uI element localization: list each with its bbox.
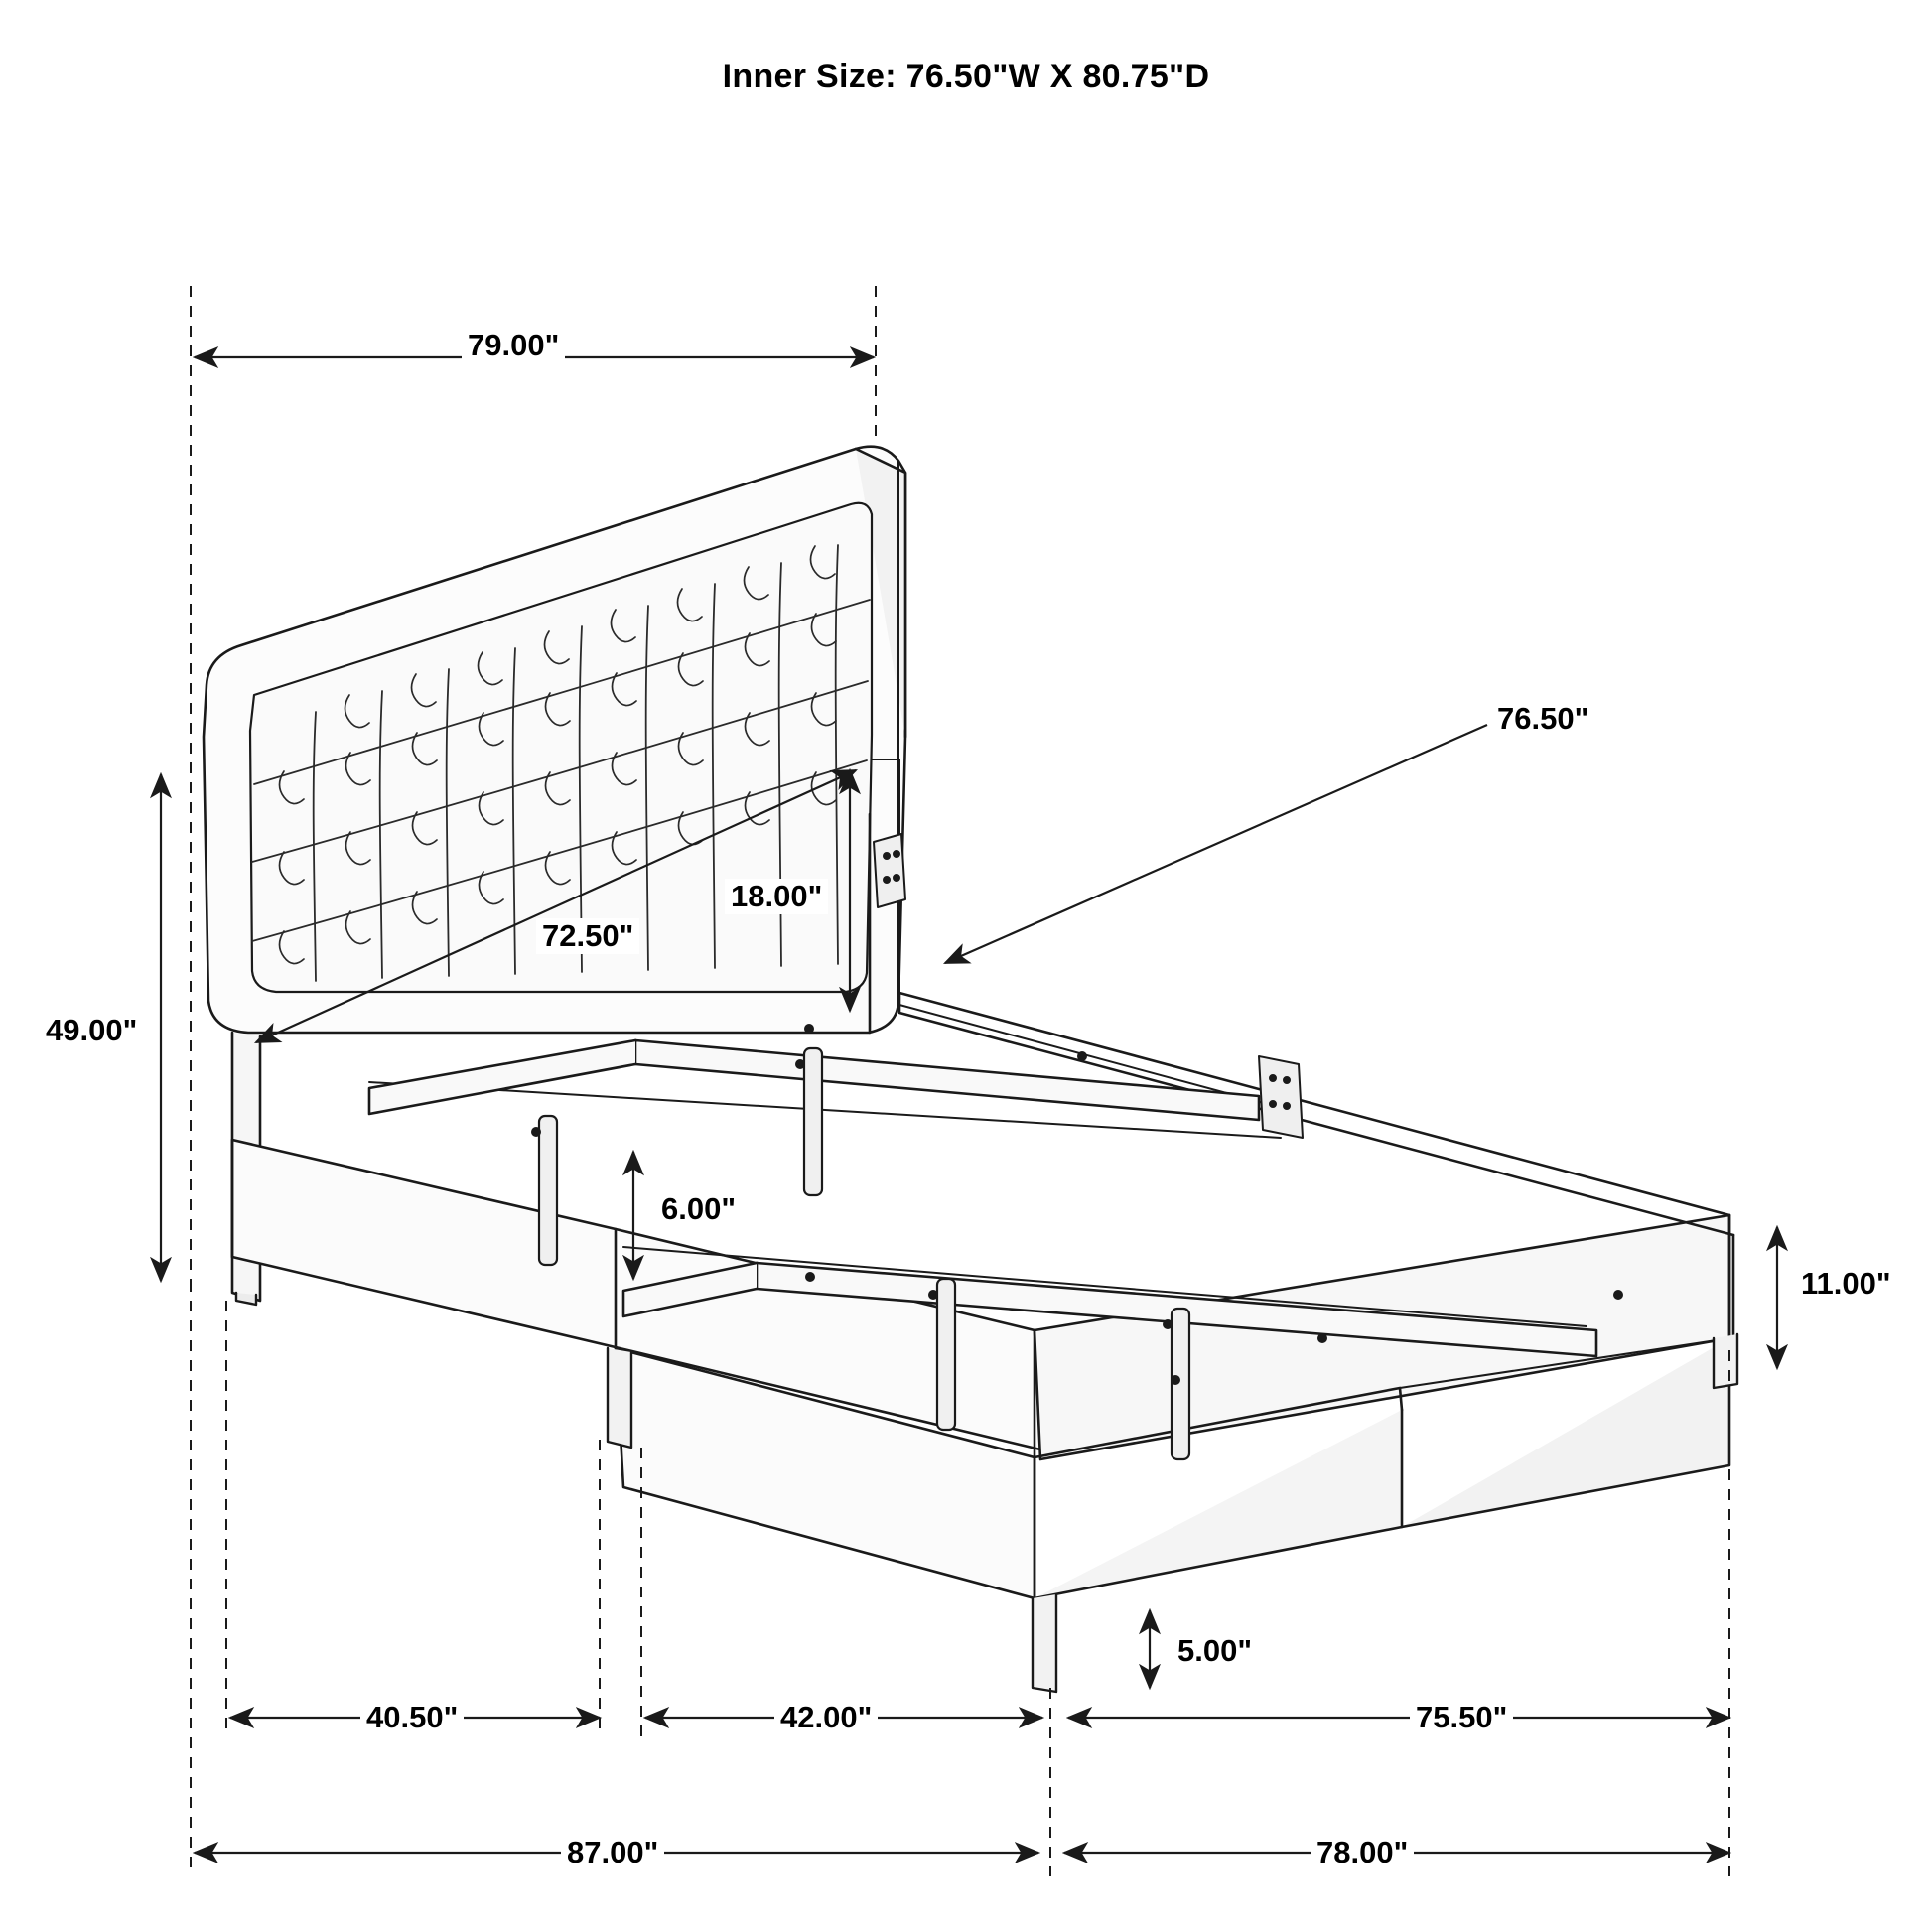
dimension-label-slat-gap-upper: 18.00"	[725, 879, 828, 914]
page-title: Inner Size: 76.50"W X 80.75"D	[722, 58, 1210, 95]
dimension-label-inner-width-callout: 76.50"	[1491, 701, 1594, 737]
dimension-label-inner-length: 72.50"	[536, 918, 639, 954]
dimension-label-overall-depth-bottom-left: 87.00"	[561, 1835, 664, 1870]
dimension-label-overall-width-top: 79.00"	[462, 328, 565, 363]
dimension-label-foot-section-mid: 42.00"	[774, 1700, 878, 1735]
dimension-label-side-rail-height: 11.00"	[1795, 1266, 1897, 1302]
dimension-label-foot-section-left: 40.50"	[360, 1700, 464, 1735]
dimension-label-foot-section-right: 75.50"	[1410, 1700, 1513, 1735]
dimension-label-headboard-height: 49.00"	[40, 1013, 143, 1048]
dimension-label-overall-width-bottom-right: 78.00"	[1311, 1835, 1414, 1870]
dimension-label-leg-height: 5.00"	[1172, 1633, 1258, 1669]
bed-drawing	[204, 447, 1737, 1692]
dimension-label-slat-clearance: 6.00"	[655, 1191, 742, 1227]
